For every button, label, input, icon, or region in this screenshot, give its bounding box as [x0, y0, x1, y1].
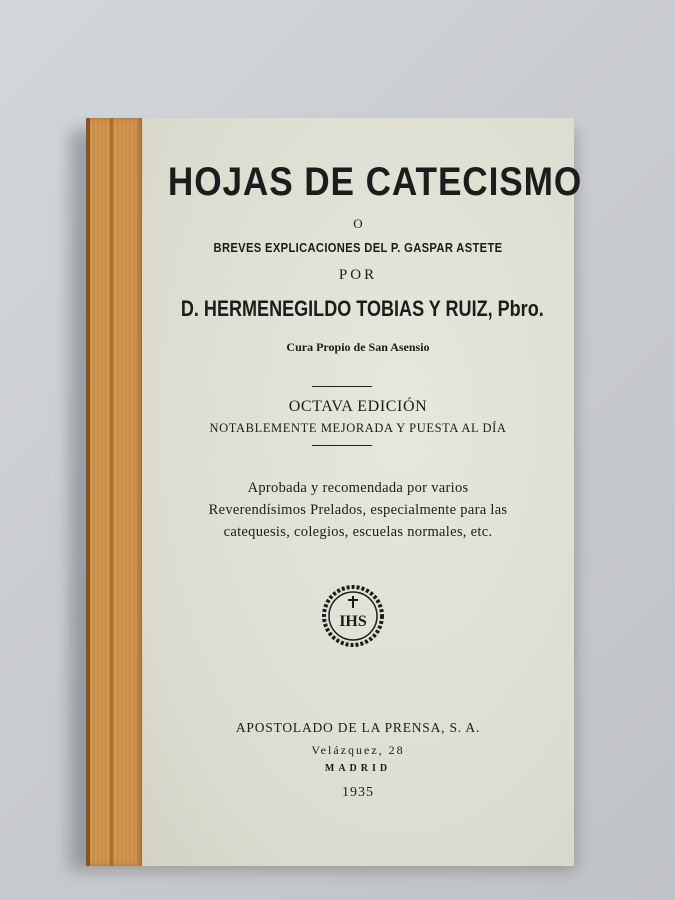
- book: [86, 118, 583, 866]
- approval-line: Reverendísimos Prelados, especialmente para las: [208, 502, 508, 518]
- author-name: D. HERMENEGILDO TOBIAS Y RUIZ, Pbro.: [180, 296, 544, 321]
- publisher-address: Velázquez, 28: [311, 743, 405, 757]
- conjunction: O: [353, 216, 363, 231]
- author-role: Cura Propio de San Asensio: [286, 340, 430, 354]
- approval-line: catequesis, colegios, escuelas normales, etc.: [223, 524, 493, 540]
- publisher-city: MADRID: [324, 763, 392, 774]
- divider-bottom: [312, 445, 372, 446]
- publication-year: 1935: [342, 785, 374, 800]
- edition: OCTAVA EDICIÓN: [288, 398, 428, 415]
- spine-edge: [86, 118, 90, 866]
- publisher: APOSTOLADO DE LA PRENSA, S. A.: [235, 720, 481, 735]
- ihs-emblem-icon: [321, 584, 385, 648]
- approval-line: Aprobada y recomendada por varios: [247, 480, 469, 496]
- book-subtitle: BREVES EXPLICACIONES DEL P. GASPAR ASTETE: [213, 240, 503, 255]
- book-cover: [142, 118, 583, 866]
- edition-note: NOTABLEMENTE MEJORADA Y PUESTA AL DÍA: [209, 421, 507, 435]
- book-spine: [86, 118, 142, 866]
- spine-hinge-line: [110, 118, 113, 866]
- divider-top: [312, 386, 372, 387]
- emblem-text: IHS: [339, 613, 367, 630]
- by-label: POR: [338, 267, 378, 283]
- book-title: HOJAS DE CATECISMO: [167, 160, 583, 204]
